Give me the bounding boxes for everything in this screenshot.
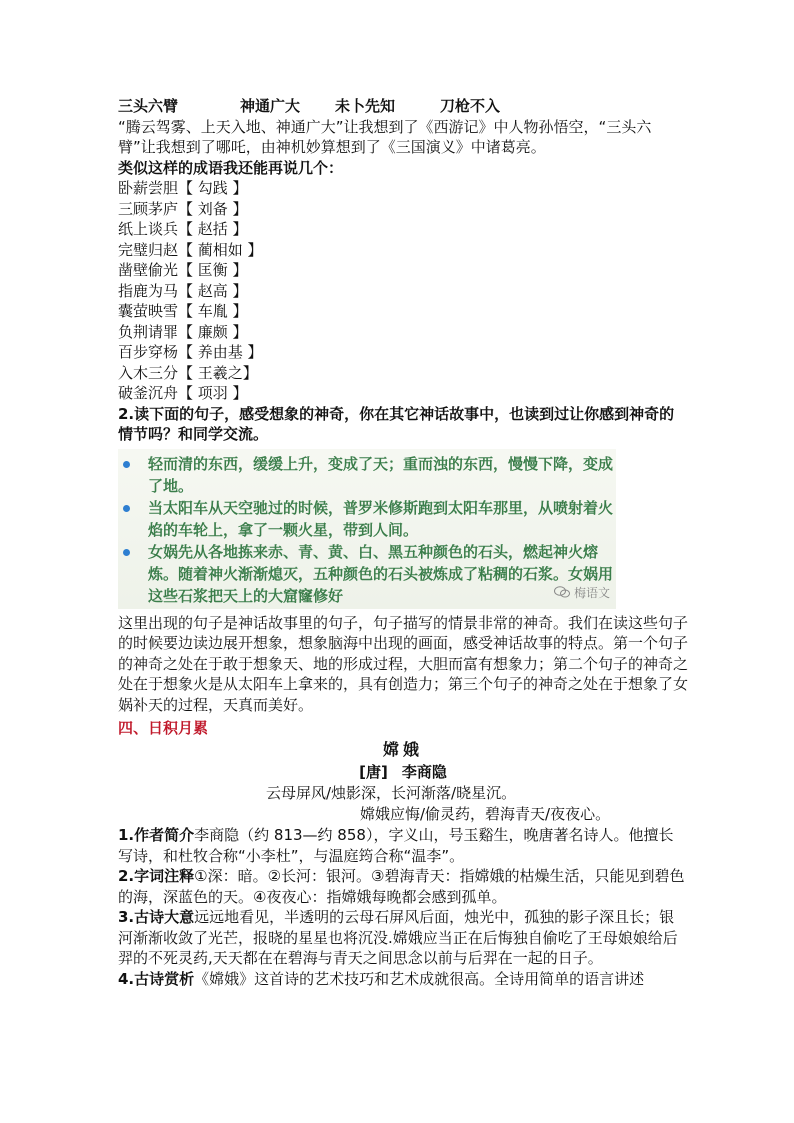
note-text: 远远地看见，半透明的云母石屏风后面，烛光中，孤独的影子深且长；银河渐渐收敛了光芒，报晓的星星也将沉没.嫦娥应当正在后悔独自偷吃了王母娘娘给后羿的不死灵药,天天都在在碧海与青天之间思念以前与后羿在一起的日子。 <box>118 908 678 967</box>
note-label: 4.古诗赏析 <box>118 969 195 988</box>
quote-box <box>118 449 616 609</box>
quote-text: 女娲先从各地拣来赤、青、黄、白、黑五种颜色的石头，燃起神火熔炼。随着神火渐渐熄灭，五种颜色的石头被炼成了粘稠的石浆。女娲用这些石浆把天上的大窟窿修好 <box>148 542 614 605</box>
note-label: 3.古诗大意 <box>118 908 195 926</box>
list-item: 三顾茅庐【 刘备 】 <box>118 199 248 218</box>
question-2: 2.读下面的句子，感受想象的神奇，你在其它神话故事中，也读到过让你感到神奇的情节吗？和同学交流。 <box>118 404 675 443</box>
similar-prompt: 类似这样的成语我还能再说几个： <box>118 158 344 177</box>
idiom-heading-item: 未卜先知 <box>335 97 396 115</box>
idiom-heading-item: 神通广大 <box>240 97 301 115</box>
section-title: 四、日积月累 <box>118 719 209 737</box>
idiom-heading-row <box>118 96 688 117</box>
poem-author-name: 李商隐 <box>401 763 447 781</box>
list-item: 指鹿为马【 赵高 】 <box>118 281 248 300</box>
list-item: 负荆请罪【 廉颇 】 <box>118 322 248 341</box>
list-item: 凿壁偷光【 匡衡 】 <box>118 261 248 279</box>
poem-dynasty: [唐] <box>359 763 388 781</box>
watermark-brand <box>554 584 610 601</box>
list-item: 破釜沉舟【 项羽 】 <box>118 384 248 402</box>
bullet-icon <box>123 505 130 512</box>
list-item: 入木三分【 王羲之】 <box>118 363 258 382</box>
idiom-heading-item: 刀枪不入 <box>440 97 501 115</box>
quote-text: 轻而清的东西，缓缓上升，变成了天；重而浊的东西，慢慢下降，变成了地。 <box>148 454 614 495</box>
poem-title: 嫦娥 <box>382 740 423 759</box>
poem-author <box>118 761 688 783</box>
note-text: 《嫦娥》这首诗的艺术技巧和艺术成就很高。全诗用简单的语言讲述 <box>194 969 645 988</box>
wechat-icon <box>554 586 570 598</box>
analysis-paragraph: 这里出现的句子是神话故事里的句子，句子描写的情景非常的神奇。我们在读这些句子的时候要边读边展开想象，想象脑海中出现的画面，感受神话故事的特点。第一个句子的神奇之处在于敢于想象天、地的形成过程，大胆而富有想象力；第二个句子的神奇之处在于想象火是从太阳车上拿来的，具有创造力；第三个句子的神奇之处在于想象了女娲补天的过程，天真而美好。 <box>118 613 689 714</box>
list-item: 完璧归赵【 蔺相如 】 <box>118 240 263 259</box>
quote-item <box>118 497 616 541</box>
list-item: 卧薪尝胆【 勾践 】 <box>118 179 248 197</box>
note-text: ①深：暗。②长河：银河。③碧海青天：指嫦娥的枯燥生活，只能见到碧色的海，深蓝色的天。④夜夜心：指嫦娥每晚都会感到孤单。 <box>118 867 685 906</box>
note-meaning <box>118 907 688 969</box>
bullet-icon <box>123 461 130 468</box>
brand-name: 梅语文 <box>573 585 610 600</box>
list-item: 囊萤映雪【 车胤 】 <box>118 302 248 320</box>
note-label: 2.字词注释 <box>118 867 195 885</box>
poem-line-2: 嫦娥应悔/偷灵药，碧海青天/夜夜心。 <box>360 805 611 823</box>
intro-paragraph: “腾云驾雾、上天入地、神通广大”让我想到了《西游记》中人物孙悟空，“三头六臂”让我想到了哪吒，由神机妙算想到了《三国演义》中诸葛亮。 <box>118 117 652 156</box>
document-page <box>118 96 688 989</box>
idiom-heading-item: 三头六臂 <box>118 97 179 115</box>
note-text: 李商隐（约 813—约 858），字义山，号玉谿生，晚唐著名诗人。他擅长写诗，和杜牧合称“小李杜”，与温庭筠合称“温李”。 <box>118 826 674 865</box>
note-glossary <box>118 866 688 907</box>
list-item: 纸上谈兵【 赵括 】 <box>118 220 248 238</box>
note-author <box>118 825 688 866</box>
note-label: 1.作者简介 <box>118 826 195 844</box>
bullet-icon <box>123 549 130 556</box>
quote-text: 当太阳车从天空驰过的时候，普罗米修斯跑到太阳车那里，从喷射着火焰的车轮上，拿了一颗火星，带到人间。 <box>148 498 614 539</box>
quote-item <box>118 453 616 497</box>
quote-item <box>118 541 616 607</box>
note-appreciation <box>118 969 688 990</box>
poem-line-1: 云母屏风/烛影深，长河渐落/晓星沉。 <box>266 784 517 802</box>
list-item: 百步穿杨【 养由基 】 <box>118 343 263 361</box>
idiom-list <box>118 178 688 404</box>
